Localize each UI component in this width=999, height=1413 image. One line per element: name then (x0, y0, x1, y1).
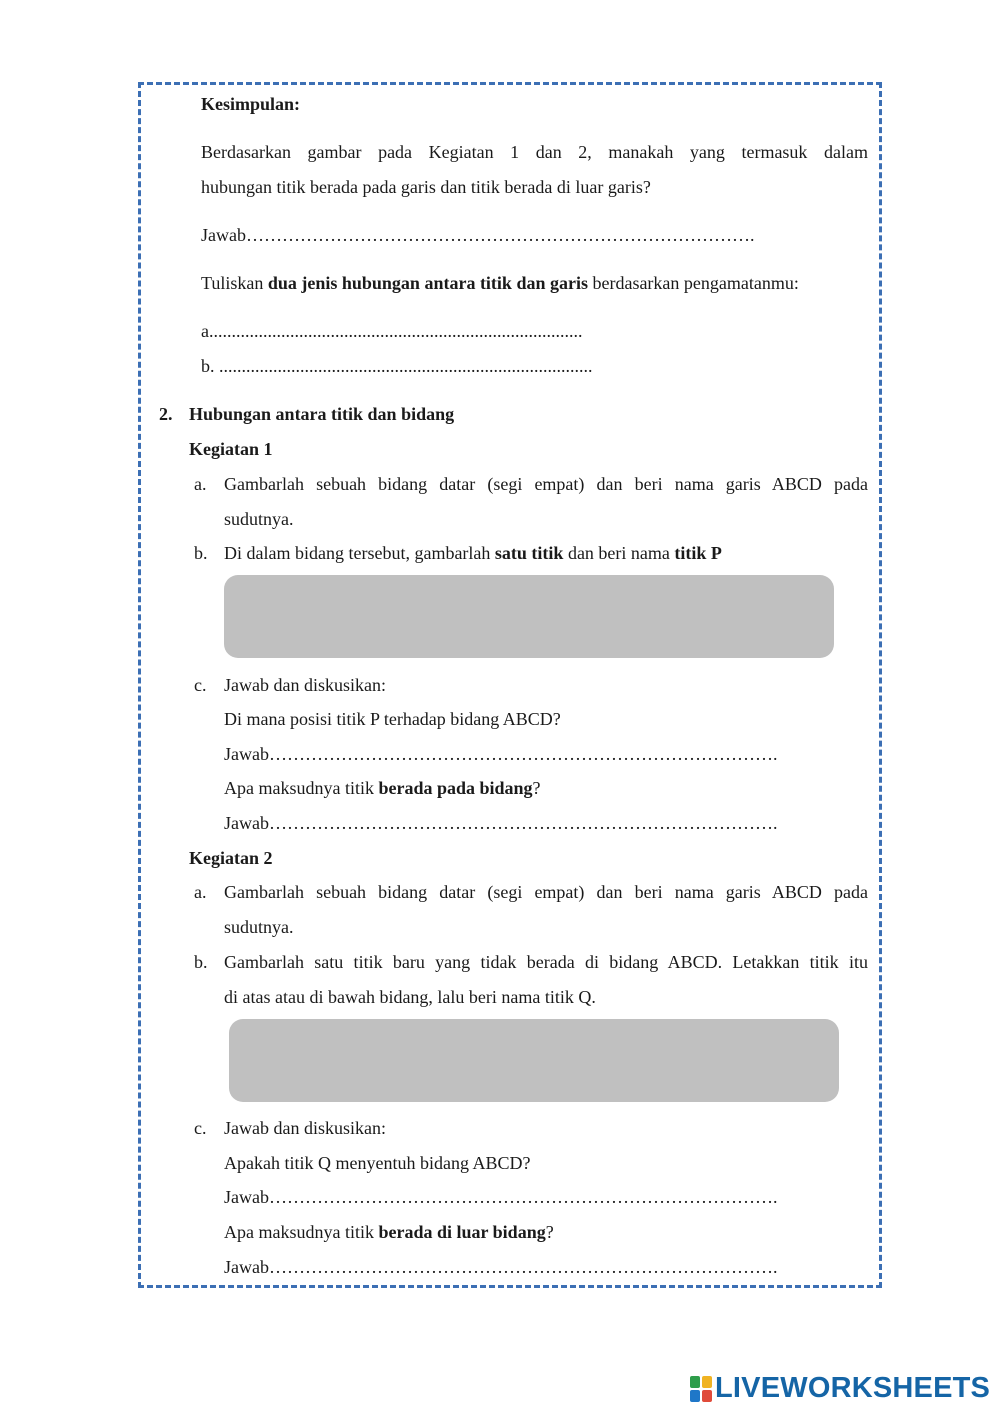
kegiatan2-c-text: Jawab dan diskusikan: (224, 1118, 386, 1138)
logo-square-yellow (702, 1376, 712, 1388)
kegiatan2-answer2[interactable]: Jawab…………………………………………………………………………. (224, 1257, 778, 1277)
kegiatan1-b-marker: b. (194, 543, 208, 563)
logo-square-red (702, 1390, 712, 1402)
conclusion-answer-b[interactable]: b. ................................................................................... (201, 356, 593, 376)
logo-grid-icon (690, 1376, 712, 1402)
kegiatan1-answer2[interactable]: Jawab…………………………………………………………………………. (224, 813, 778, 833)
section-title: Hubungan antara titik dan bidang (189, 404, 455, 424)
kegiatan2-question2: Apa maksudnya titik berada di luar bidang? (224, 1222, 554, 1242)
kegiatan2-b-marker: b. (194, 952, 208, 972)
conclusion-question-line2: hubungan titik berada pada garis dan titik berada di luar garis? (201, 177, 651, 197)
kegiatan2-a-marker: a. (194, 882, 207, 902)
kegiatan2-title: Kegiatan 2 (189, 848, 273, 868)
kegiatan2-answer1[interactable]: Jawab…………………………………………………………………………. (224, 1187, 778, 1207)
logo-square-blue (690, 1390, 700, 1402)
kegiatan1-answer1[interactable]: Jawab…………………………………………………………………………. (224, 744, 778, 764)
drawing-area-2[interactable] (229, 1019, 839, 1102)
kegiatan1-c-marker: c. (194, 675, 207, 695)
kegiatan1-question1: Di mana posisi titik P terhadap bidang ABCD? (224, 709, 561, 729)
kegiatan2-a-line2: sudutnya. (224, 917, 294, 937)
conclusion-answer-line[interactable]: Jawab…………………………………………………………………………. (201, 225, 755, 245)
kegiatan1-title: Kegiatan 1 (189, 439, 273, 459)
kegiatan1-a-line2: sudutnya. (224, 509, 294, 529)
kegiatan2-question1: Apakah titik Q menyentuh bidang ABCD? (224, 1153, 531, 1173)
conclusion-question-line1: Berdasarkan gambar pada Kegiatan 1 dan 2, manakah yang termasuk dalam (201, 142, 868, 162)
conclusion-answer-a[interactable]: a................................................................................... (201, 321, 583, 341)
logo-text: LIVEWORKSHEETS (715, 1372, 991, 1404)
kegiatan1-a-line1: Gambarlah sebuah bidang datar (segi empat) dan beri nama garis ABCD pada (224, 474, 868, 494)
kegiatan1-b-text: Di dalam bidang tersebut, gambarlah satu titik dan beri nama titik P (224, 543, 722, 563)
kegiatan2-a-line1: Gambarlah sebuah bidang datar (segi empat) dan beri nama garis ABCD pada (224, 882, 868, 902)
kegiatan1-c-text: Jawab dan diskusikan: (224, 675, 386, 695)
kegiatan1-question2: Apa maksudnya titik berada pada bidang? (224, 778, 541, 798)
liveworksheets-logo (690, 1374, 990, 1403)
kegiatan1-a-marker: a. (194, 474, 207, 494)
conclusion-title: Kesimpulan: (201, 94, 301, 114)
conclusion-prompt: Tuliskan dua jenis hubungan antara titik dan garis berdasarkan pengamatanmu: (201, 273, 799, 293)
section-number: 2. (159, 404, 173, 424)
kegiatan2-b-line1: Gambarlah satu titik baru yang tidak berada di bidang ABCD. Letakkan titik itu (224, 952, 868, 972)
kegiatan2-b-line2: di atas atau di bawah bidang, lalu beri nama titik Q. (224, 987, 596, 1007)
drawing-area-1[interactable] (224, 575, 834, 658)
logo-square-green (690, 1376, 700, 1388)
kegiatan2-c-marker: c. (194, 1118, 207, 1138)
